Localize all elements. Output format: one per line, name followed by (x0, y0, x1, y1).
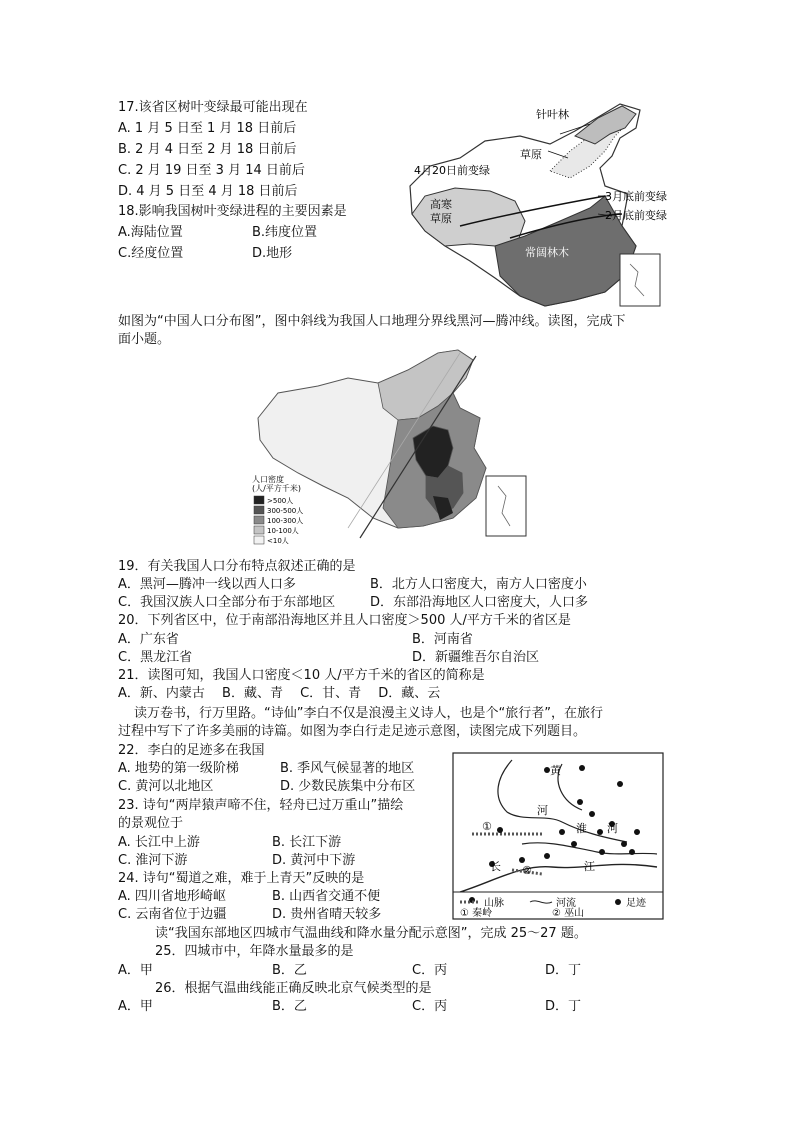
q20-option-b[interactable]: B．河南省 (412, 632, 473, 647)
q17-stem: 17.该省区树叶变绿最可能出现在 (118, 100, 308, 115)
q23-option-c[interactable]: C. 淮河下游 (118, 853, 188, 868)
legend-qinling: ① 秦岭 (460, 908, 493, 919)
q20-option-d[interactable]: D．新疆维吾尔自治区 (412, 650, 540, 665)
greening-map (400, 96, 670, 314)
intro19-line2: 面小题。 (118, 332, 171, 347)
q23-option-d[interactable]: D. 黄河中下游 (272, 853, 356, 868)
q20-option-c[interactable]: C．黑龙江省 (118, 650, 193, 665)
pop-legend (254, 496, 303, 545)
q20-stem: 20．下列省区中，位于南部沿海地区并且人口密度＞500 人/平方千米的省区是 (118, 613, 571, 628)
mountain-1-label: ① (482, 820, 492, 833)
q25-option-a[interactable]: A．甲 (118, 963, 153, 978)
pop-legend-title-2: (人/平方千米) (252, 484, 301, 493)
legend-wushan: ② 巫山 (552, 908, 585, 919)
q25-option-b[interactable]: B．乙 (272, 963, 307, 978)
q24-option-b[interactable]: B. 山西省交通不便 (272, 889, 381, 904)
q22-option-a[interactable]: A. 地势的第一级阶梯 (118, 761, 239, 776)
q17-option-b[interactable]: B. 2 月 4 日至 2 月 18 日前后 (118, 142, 297, 157)
pop-legend-label: >500人 (267, 497, 294, 505)
feb-end-label: 2月底前变绿 (605, 209, 667, 222)
intro19-line1: 如图为“中国人口分布图”，图中斜线为我国人口地理分界线黑河—腾冲线。读图，完成下 (118, 314, 626, 329)
q24-option-c[interactable]: C. 云南省位于边疆 (118, 907, 227, 922)
q19-stem: 19．有关我国人口分布特点叙述正确的是 (118, 559, 356, 574)
q24-option-a[interactable]: A. 四川省地形崎岖 (118, 889, 226, 904)
legend-footprint: 足迹 (626, 898, 646, 909)
q25-option-c[interactable]: C．丙 (412, 963, 448, 978)
q20-option-a[interactable]: A．广东省 (118, 632, 179, 647)
q19-option-d[interactable]: D．东部沿海地区人口密度大，人口多 (370, 595, 589, 610)
highcold-label-2: 草原 (430, 212, 452, 225)
pop-legend-title-1: 人口密度 (252, 475, 284, 484)
q26-option-c[interactable]: C．丙 (412, 999, 448, 1014)
q18-option-a[interactable]: A.海陆位置 (118, 225, 183, 240)
q23-stem-1: 23. 诗句“两岸猿声啼不住，轻舟已过万重山”描绘 (118, 798, 404, 813)
libai-footprint-map (452, 752, 664, 920)
q19-option-c[interactable]: C．我国汉族人口全部分布于东部地区 (118, 595, 336, 610)
pop-legend-swatch (254, 516, 264, 524)
q22-option-d[interactable]: D. 少数民族集中分布区 (280, 779, 416, 794)
q26-stem: 26．根据气温曲线能正确反映北京气候类型的是 (155, 981, 432, 996)
q18-option-b[interactable]: B.纬度位置 (252, 225, 318, 240)
q24-stem: 24. 诗句“蜀道之难，难于上青天”反映的是 (118, 871, 365, 886)
q22-option-c[interactable]: C. 黄河以北地区 (118, 779, 214, 794)
jiang-label: 江 (584, 860, 595, 873)
pop-legend-label: 10-100人 (267, 527, 299, 535)
q19-option-b[interactable]: B．北方人口密度大，南方人口密度小 (370, 577, 587, 592)
pop-legend-swatch (254, 536, 264, 544)
q23-stem-2: 的景观位于 (118, 816, 184, 831)
apr20-label: 4月20日前变绿 (414, 164, 490, 177)
q24-option-d[interactable]: D. 贵州省晴天较多 (272, 907, 382, 922)
huai-label: 淮 (576, 822, 587, 835)
highcold-label-1: 高寒 (430, 198, 452, 211)
he-label: 河 (537, 804, 548, 817)
intro22-line1: 读万卷书，行万里路。“诗仙”李白不仅是浪漫主义诗人，也是个“旅行者”，在旅行 (134, 706, 603, 721)
q21-options[interactable]: A．新、内蒙古 B．藏、青 C．甘、青 D．藏、云 (118, 686, 441, 701)
q26-option-d[interactable]: D．丁 (545, 999, 582, 1014)
q22-stem: 22．李白的足迹多在我国 (118, 743, 265, 758)
q25-stem: 25．四城市中，年降水量最多的是 (155, 944, 354, 959)
legend-river: 河流 (556, 898, 576, 909)
conifer-label: 针叶林 (536, 108, 569, 121)
intro25: 读“我国东部地区四城市气温曲线和降水量分配示意图”，完成 25～27 题。 (155, 926, 587, 941)
pop-legend-swatch (254, 506, 264, 514)
pop-legend-label: <10人 (267, 537, 289, 545)
mountain-2-label: ② (522, 864, 532, 877)
q18-option-d[interactable]: D.地形 (252, 246, 293, 261)
q18-option-c[interactable]: C.经度位置 (118, 246, 184, 261)
q18-stem: 18.影响我国树叶变绿进程的主要因素是 (118, 204, 347, 219)
q23-option-a[interactable]: A. 长江中上游 (118, 835, 200, 850)
q17-option-d[interactable]: D. 4 月 5 日至 4 月 18 日前后 (118, 184, 298, 199)
q17-option-a[interactable]: A. 1 月 5 日至 1 月 18 日前后 (118, 121, 297, 136)
q26-option-b[interactable]: B．乙 (272, 999, 307, 1014)
population-map (248, 348, 538, 548)
q26-option-a[interactable]: A．甲 (118, 999, 153, 1014)
mar-end-label: 3月底前变绿 (605, 190, 667, 203)
q19-option-a[interactable]: A．黑河—腾冲一线以西人口多 (118, 577, 296, 592)
intro22-line2: 过程中写下了许多美丽的诗篇。如图为李白行走足迹示意图，读图完成下列题目。 (118, 724, 587, 739)
pop-legend-label: 100-300人 (267, 517, 304, 525)
legend-mountain: 山脉 (484, 898, 504, 909)
q22-option-b[interactable]: B. 季风气候显著的地区 (280, 761, 415, 776)
q17-option-c[interactable]: C. 2 月 19 日至 3 月 14 日前后 (118, 163, 305, 178)
pop-legend-swatch (254, 526, 264, 534)
huang-label: 黄 (550, 764, 561, 777)
pop-legend-swatch (254, 496, 264, 504)
q25-option-d[interactable]: D．丁 (545, 963, 582, 978)
he2-label: 河 (607, 822, 618, 835)
q23-option-b[interactable]: B. 长江下游 (272, 835, 342, 850)
pop-legend-label: 300-500人 (267, 507, 304, 515)
q21-stem: 21．读图可知，我国人口密度＜10 人/平方千米的省区的简称是 (118, 668, 485, 683)
chang-label: 长 (490, 860, 501, 873)
grassland-label: 草原 (520, 148, 542, 161)
broadleaf-label: 常阔林木 (525, 246, 569, 259)
